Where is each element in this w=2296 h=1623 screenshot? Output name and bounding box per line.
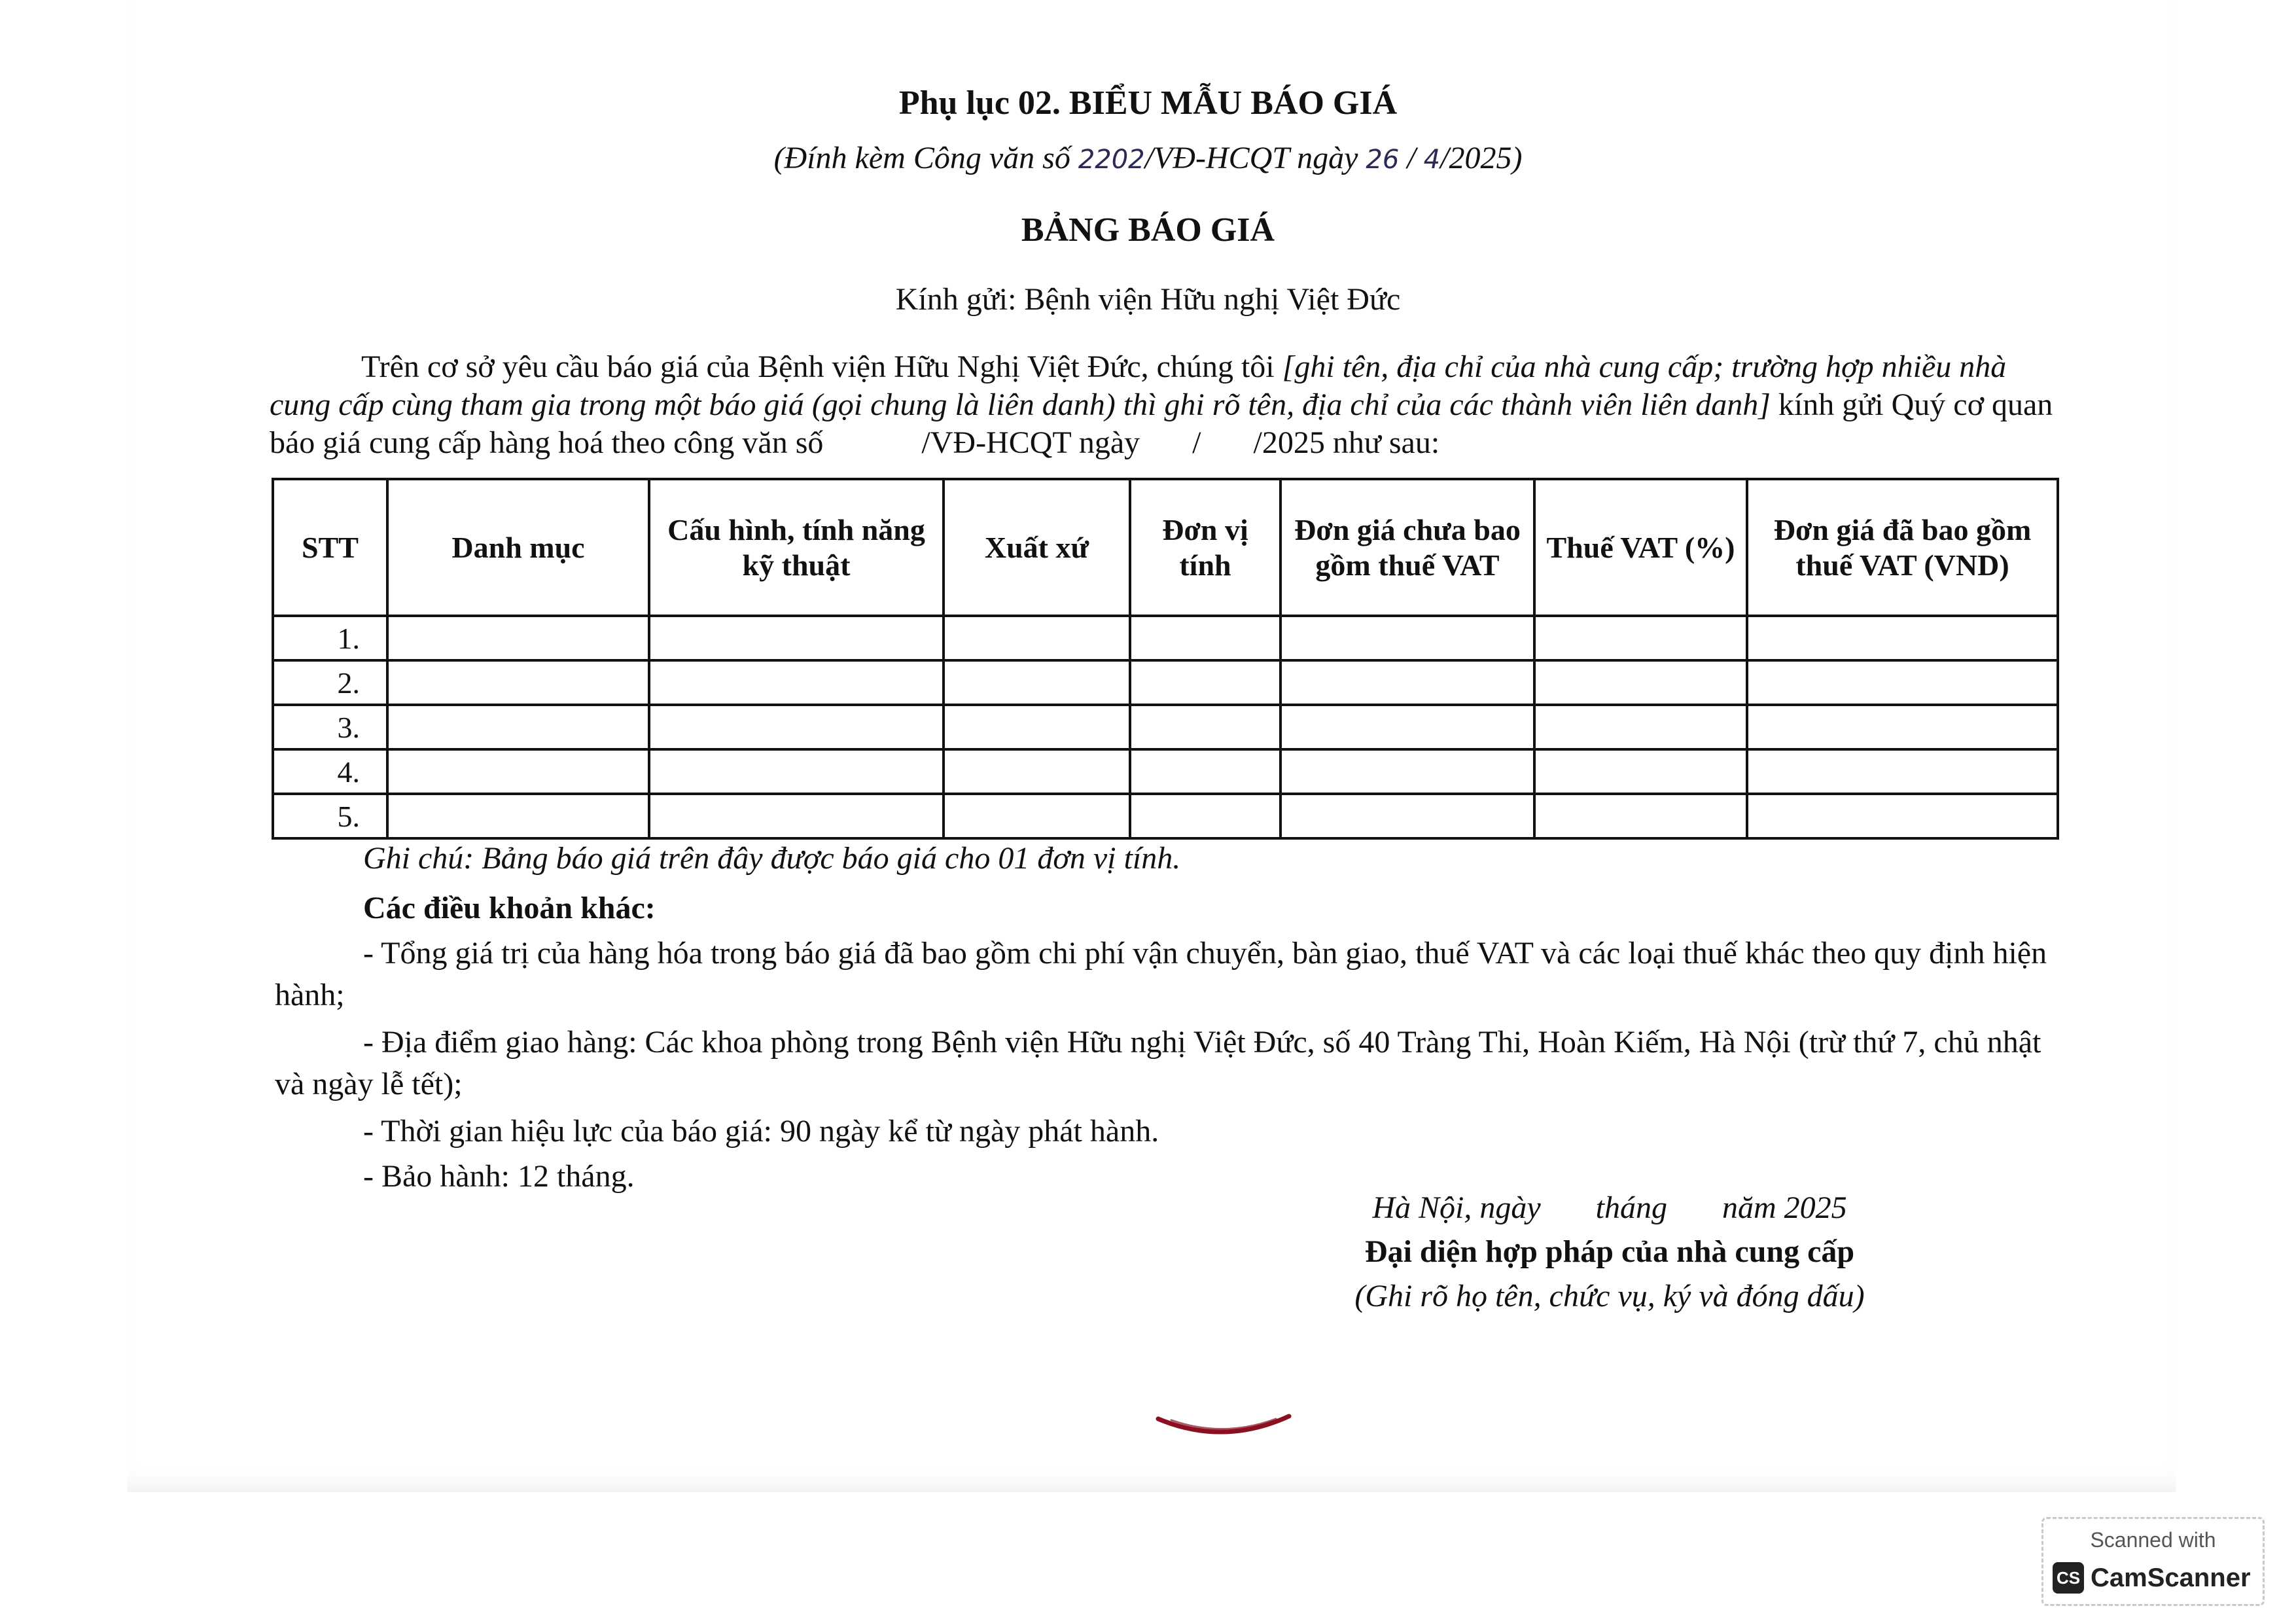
table-cell[interactable] [944,749,1130,794]
table-cell[interactable] [1747,705,2058,749]
term-item: - Bảo hành: 12 tháng. [363,1159,635,1194]
stamp-mark [1152,1407,1296,1446]
intro-text-4: / [1192,425,1201,460]
table-cell[interactable] [387,660,649,705]
camscanner-badge [2041,1517,2265,1606]
table-cell[interactable] [1130,660,1280,705]
term-item: - Tổng giá trị của hàng hóa trong báo giá đã bao gồm chi phí vận chuyển, bàn giao, thuế VAT và các loại thuế khác theo quy định hiện hành; [275,936,2047,1012]
attachment-suffix: /2025) [1440,141,1523,175]
handwritten-document-number: 2202 [1078,145,1145,175]
table-cell[interactable] [1534,660,1747,705]
table-cell[interactable] [1280,749,1534,794]
table-cell[interactable] [649,660,944,705]
appendix-title: Phụ lục 02. BIỂU MẪU BÁO GIÁ [898,84,1398,122]
table-cell[interactable] [1747,616,2058,660]
table-cell[interactable] [1130,616,1280,660]
table-note: Ghi chú: Bảng báo giá trên đây được báo giá cho 01 đơn vị tính. [363,841,1181,876]
table-cell[interactable] [387,705,649,749]
table-cell[interactable] [944,705,1130,749]
table-cell[interactable] [1534,705,1747,749]
camscanner-logo: CS [2053,1562,2084,1594]
header-item: Danh mục [387,479,649,616]
row-number: 3. [273,705,387,749]
term-item: - Thời gian hiệu lực của báo giá: 90 ngày kể từ ngày phát hành. [363,1114,1159,1149]
handwritten-month: 4 [1423,145,1441,175]
table-cell[interactable] [1130,705,1280,749]
row-number: 1. [273,616,387,660]
table-cell[interactable] [1534,749,1747,794]
table-cell[interactable] [1130,749,1280,794]
header-unit: Đơn vị tính [1130,479,1280,616]
header-price-excl-vat: Đơn giá chưa bao gồm thuế VAT [1280,479,1534,616]
term-item: - Địa điểm giao hàng: Các khoa phòng trong Bệnh viện Hữu nghị Việt Đức, số 40 Tràng Thi, Hoàn Kiếm, Hà Nội (trừ thứ 7, chủ nhật và ngày lễ tết); [275,1025,2041,1101]
header-vat-rate: Thuế VAT (%) [1534,479,1747,616]
scanned-with-label: Scanned with [2090,1528,2216,1552]
row-number: 2. [273,660,387,705]
intro-text-1: Trên cơ sở yêu cầu báo giá của Bệnh viện Hữu Nghị Việt Đức, chúng tôi [361,349,1275,384]
signature-representative: Đại diện hợp pháp của nhà cung cấp [1364,1234,1855,1269]
intro-text-2: kính gửi Quý cơ quan báo giá cung cấp hàng hoá theo công văn số [270,387,2053,460]
table-cell[interactable] [649,749,944,794]
table-cell[interactable] [1534,794,1747,838]
table-cell[interactable] [944,616,1130,660]
handwritten-day: 26 [1366,145,1400,175]
attachment-separator: / [1407,141,1416,175]
table-cell[interactable] [387,794,649,838]
table-cell[interactable] [1747,794,2058,838]
table-cell[interactable] [944,794,1130,838]
terms-title: Các điều khoản khác: [363,891,656,925]
intro-placeholder: [ghi tên, địa chỉ của nhà cung cấp; trường hợp nhiều nhà cung cấp cùng tham gia trong một báo giá (gọi chung là liên danh) thì ghi rõ tên, địa chỉ của các thành viên liên danh] [270,349,2007,422]
table-title: BẢNG BÁO GIÁ [1021,211,1275,249]
table-cell[interactable] [1534,616,1747,660]
table-row [273,749,2058,794]
table-header-row [273,479,2058,616]
table-cell[interactable] [1130,794,1280,838]
intro-paragraph [270,348,2056,462]
signature-instruction: (Ghi rõ họ tên, chức vụ, ký và đóng dấu) [1354,1279,1865,1313]
table-cell[interactable] [649,794,944,838]
signature-date: Hà Nội, ngày tháng năm 2025 [1372,1190,1847,1225]
table-cell[interactable] [1747,660,2058,705]
header-origin: Xuất xứ [944,479,1130,616]
attachment-mid: /VĐ-HCQT ngày [1144,141,1358,175]
row-number: 4. [273,749,387,794]
header-price-incl-vat: Đơn giá đã bao gồm thuế VAT (VND) [1747,479,2058,616]
attachment-prefix: (Đính kèm Công văn số [773,141,1070,175]
table-cell[interactable] [649,705,944,749]
header-stt: STT [273,479,387,616]
table-cell[interactable] [1280,794,1534,838]
intro-text-5: /2025 như sau: [1253,425,1440,460]
table-cell[interactable] [387,616,649,660]
table-row [273,705,2058,749]
table-row [273,660,2058,705]
table-cell[interactable] [387,749,649,794]
quotation-table [272,478,2059,840]
intro-text-3: /VĐ-HCQT ngày [921,425,1140,460]
attachment-reference [0,140,2296,176]
table-cell[interactable] [1747,749,2058,794]
table-cell[interactable] [1280,616,1534,660]
table-cell[interactable] [649,616,944,660]
header-specification: Cấu hình, tính năng kỹ thuật [649,479,944,616]
table-cell[interactable] [944,660,1130,705]
table-row [273,616,2058,660]
camscanner-brand: CamScanner [2091,1563,2251,1592]
table-cell[interactable] [1280,660,1534,705]
row-number: 5. [273,794,387,838]
table-cell[interactable] [1280,705,1534,749]
addressee: Kính gửi: Bệnh viện Hữu nghị Việt Đức [895,282,1401,317]
table-row [273,794,2058,838]
